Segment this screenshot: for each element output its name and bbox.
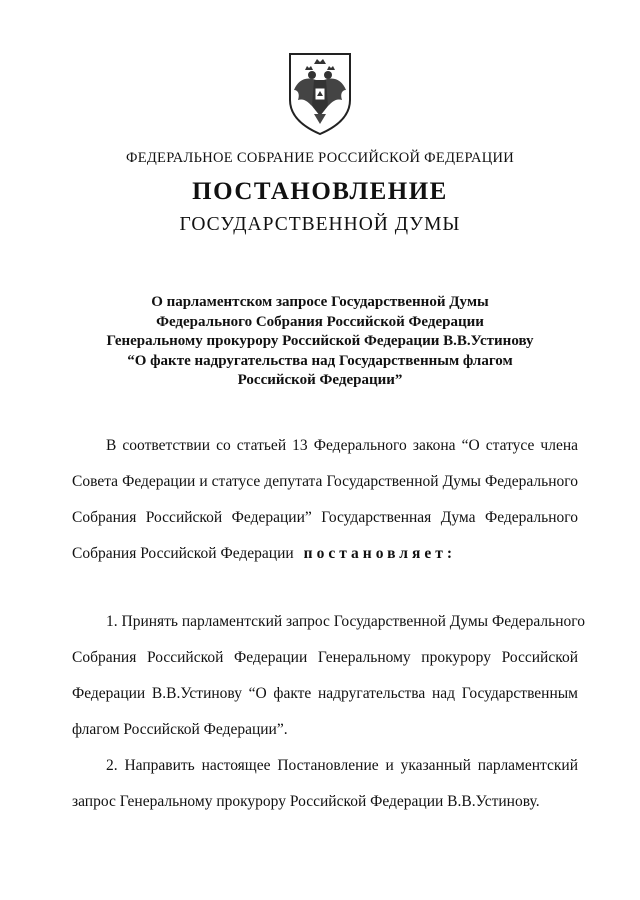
subject-line: Российской Федерации” <box>237 372 403 388</box>
subject-line: “О факте надругательства над Государственным флагом <box>127 352 513 369</box>
paragraph-line: Собрания Российской Федерации” Государственная Дума Федерального <box>72 509 578 526</box>
document-subject <box>0 293 640 391</box>
paragraph-line: флагом Российской Федерации”. <box>72 721 288 738</box>
preamble-paragraph <box>72 428 578 572</box>
document-type: ПОСТАНОВЛЕНИЕ <box>192 178 448 205</box>
paragraph-line: В соответствии со статьей 13 Федерального закона “О статусе члена <box>106 437 578 454</box>
paragraph-line: 1. Принять парламентский запрос Государственной Думы Федерального <box>106 613 585 630</box>
organization-name: ФЕДЕРАЛЬНОЕ СОБРАНИЕ РОССИЙСКОЙ ФЕДЕРАЦИИ <box>125 150 515 166</box>
paragraph-line: Совета Федерации и статусе депутата Государственной Думы Федерального <box>72 473 578 490</box>
document-issuer: ГОСУДАРСТВЕННОЙ ДУМЫ <box>179 214 461 235</box>
item-2-paragraph <box>72 748 578 820</box>
paragraph-line: 2. Направить настоящее Постановление и указанный парламентский <box>106 757 578 774</box>
paragraph-line: запрос Генеральному прокурору Российской Федерации В.В.Устинову. <box>72 793 540 810</box>
paragraph-line <box>72 536 578 572</box>
resolves-keyword: постановляет: <box>303 545 456 562</box>
subject-line: Генеральному прокурору Российской Федерации В.В.Устинову <box>106 333 534 349</box>
paragraph-line: Собрания Российской Федерации Генеральному прокурору Российской <box>72 649 578 666</box>
item-1-paragraph <box>72 604 585 748</box>
paragraph-line-text: Собрания Российской Федерации <box>72 545 294 562</box>
subject-line: О парламентском запросе Государственной Думы <box>151 294 489 310</box>
coat-of-arms-icon <box>286 50 354 136</box>
subject-line: Федерального Собрания Российской Федерации <box>156 313 484 330</box>
paragraph-line: Федерации В.В.Устинову “О факте надругательства над Государственным <box>72 685 578 702</box>
